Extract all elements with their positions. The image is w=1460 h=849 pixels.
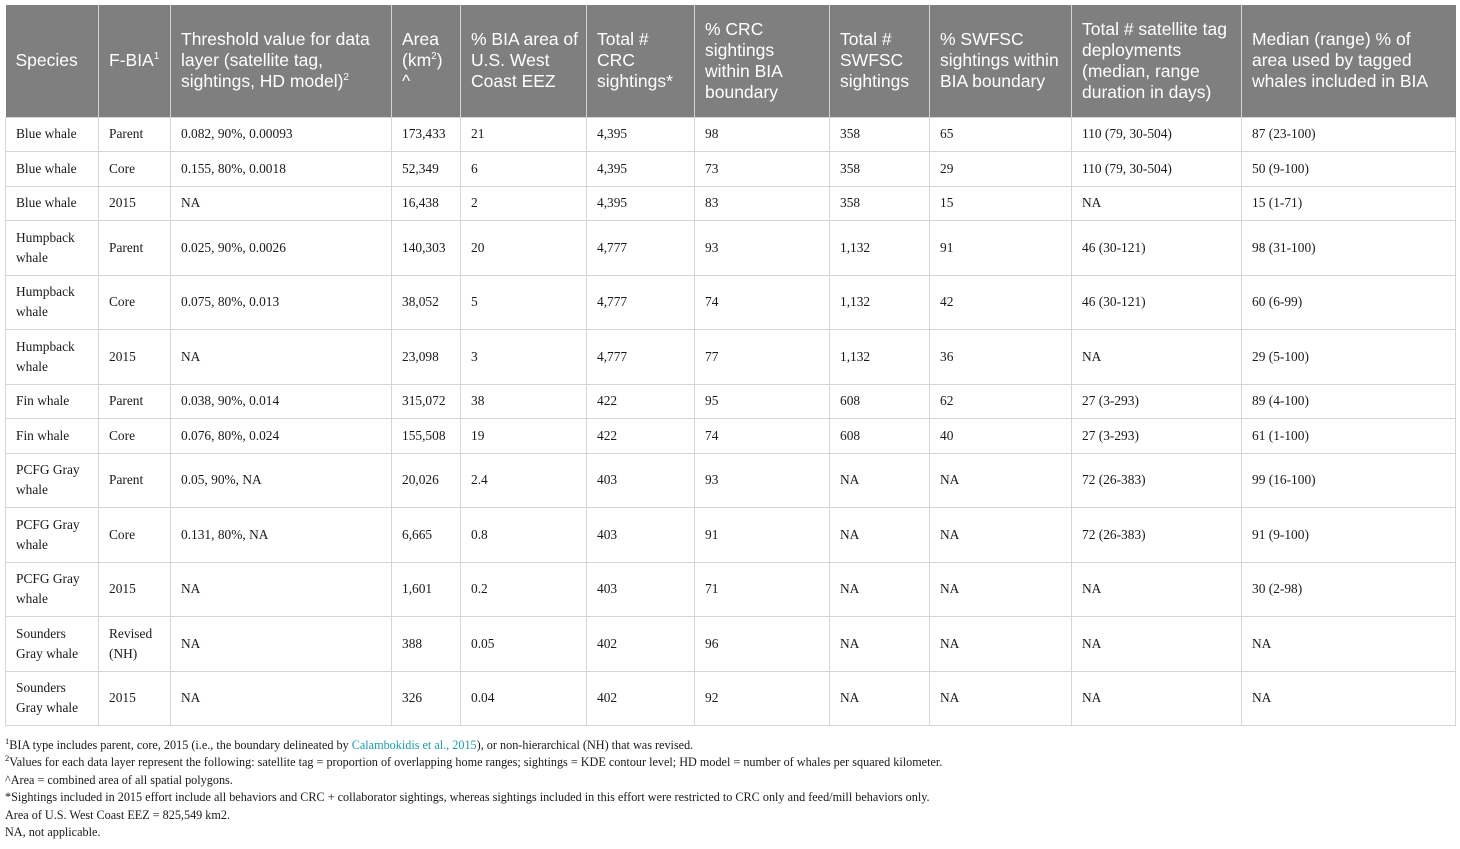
cell-total-crc: 402 [587, 671, 695, 726]
cell-pct-bia: 5 [461, 275, 587, 330]
cell-total-swfsc: NA [830, 453, 930, 508]
cell-fbia: Parent [99, 117, 171, 152]
cell-pct-swfsc: 15 [930, 186, 1072, 221]
cell-threshold: NA [171, 186, 392, 221]
cell-pct-crc: 83 [695, 186, 830, 221]
header-threshold: Threshold value for data layer (satellite tag, sightings, HD model)$^2$ [171, 5, 392, 117]
cell-total-tag: 46 (30-121) [1072, 221, 1242, 276]
cell-total-swfsc: NA [830, 508, 930, 563]
table-row [6, 617, 1456, 672]
cell-pct-bia: 19 [461, 419, 587, 454]
cell-fbia: 2015 [99, 330, 171, 385]
cell-median: 60 (6-99) [1242, 275, 1456, 330]
cell-total-tag: NA [1072, 186, 1242, 221]
cell-fbia: Core [99, 508, 171, 563]
cell-fbia: Parent [99, 453, 171, 508]
cell-total-tag: 27 (3-293) [1072, 419, 1242, 454]
cell-fbia: Parent [99, 221, 171, 276]
cell-median: 89 (4-100) [1242, 384, 1456, 419]
cell-median: 98 (31-100) [1242, 221, 1456, 276]
cell-pct-crc: 98 [695, 117, 830, 152]
cell-species: Blue whale [6, 117, 99, 152]
cell-total-crc: 403 [587, 508, 695, 563]
cell-total-swfsc: 608 [830, 384, 930, 419]
footnotes [5, 737, 1445, 841]
cell-threshold: NA [171, 671, 392, 726]
cell-total-crc: 4,395 [587, 152, 695, 187]
cell-threshold: NA [171, 330, 392, 385]
cell-pct-swfsc: NA [930, 508, 1072, 563]
cell-pct-bia: 3 [461, 330, 587, 385]
cell-total-crc: 4,777 [587, 330, 695, 385]
cell-area: 16,438 [392, 186, 461, 221]
cell-total-swfsc: 1,132 [830, 221, 930, 276]
cell-pct-bia: 0.04 [461, 671, 587, 726]
header-median: Median (range) % of area used by tagged whales included in BIA [1242, 5, 1456, 117]
cell-species: PCFG Gray whale [6, 453, 99, 508]
cell-total-swfsc: 358 [830, 117, 930, 152]
cell-threshold: 0.025, 90%, 0.0026 [171, 221, 392, 276]
cell-pct-bia: 6 [461, 152, 587, 187]
cell-pct-crc: 92 [695, 671, 830, 726]
cell-total-crc: 422 [587, 384, 695, 419]
cell-total-crc: 422 [587, 419, 695, 454]
cell-median: NA [1242, 671, 1456, 726]
footnote-2: $^2$Values for each data layer represent the following: satellite tag = proportion of overlapping home ranges; sightings = KDE contour level; HD model = number of whales per squared kilometer. [5, 753, 943, 770]
cell-area: 23,098 [392, 330, 461, 385]
cell-area: 315,072 [392, 384, 461, 419]
cell-species: Sounders Gray whale [6, 617, 99, 672]
cell-pct-swfsc: 40 [930, 419, 1072, 454]
cell-threshold: 0.131, 80%, NA [171, 508, 392, 563]
cell-total-swfsc: 1,132 [830, 330, 930, 385]
cell-fbia: Parent [99, 384, 171, 419]
cell-median: 99 (16-100) [1242, 453, 1456, 508]
cell-pct-swfsc: 91 [930, 221, 1072, 276]
header-total-crc: Total # CRC sightings* [587, 5, 695, 117]
header-fbia: F-BIA$^1$ [99, 5, 171, 117]
cell-median: NA [1242, 617, 1456, 672]
cell-species: Blue whale [6, 152, 99, 187]
cell-fbia: 2015 [99, 671, 171, 726]
cell-total-crc: 402 [587, 617, 695, 672]
cell-total-crc: 4,395 [587, 186, 695, 221]
cell-pct-crc: 77 [695, 330, 830, 385]
cell-threshold: 0.076, 80%, 0.024 [171, 419, 392, 454]
table-row [6, 453, 1456, 508]
cell-species: Fin whale [6, 419, 99, 454]
footnote-6: NA, not applicable. [5, 825, 101, 840]
cell-pct-crc: 91 [695, 508, 830, 563]
cell-total-swfsc: NA [830, 617, 930, 672]
cell-threshold: 0.038, 90%, 0.014 [171, 384, 392, 419]
table-row [6, 419, 1456, 454]
cell-total-tag: NA [1072, 330, 1242, 385]
cell-fbia: Core [99, 419, 171, 454]
cell-pct-crc: 71 [695, 562, 830, 617]
cell-pct-swfsc: NA [930, 671, 1072, 726]
cell-pct-crc: 73 [695, 152, 830, 187]
cell-species: PCFG Gray whale [6, 562, 99, 617]
cell-total-swfsc: NA [830, 671, 930, 726]
cell-total-tag: 110 (79, 30-504) [1072, 117, 1242, 152]
cell-total-crc: 403 [587, 562, 695, 617]
cell-area: 38,052 [392, 275, 461, 330]
table-row [6, 186, 1456, 221]
cell-pct-bia: 21 [461, 117, 587, 152]
cell-median: 91 (9-100) [1242, 508, 1456, 563]
cell-threshold: 0.155, 80%, 0.0018 [171, 152, 392, 187]
cell-total-swfsc: 608 [830, 419, 930, 454]
cell-total-crc: 403 [587, 453, 695, 508]
cell-pct-swfsc: 36 [930, 330, 1072, 385]
cell-pct-crc: 74 [695, 275, 830, 330]
header-total-swfsc: Total # SWFSC sightings [830, 5, 930, 117]
cell-pct-swfsc: NA [930, 453, 1072, 508]
cell-area: 388 [392, 617, 461, 672]
cell-area: 1,601 [392, 562, 461, 617]
cell-species: Sounders Gray whale [6, 671, 99, 726]
cell-total-swfsc: NA [830, 562, 930, 617]
cell-total-tag: 110 (79, 30-504) [1072, 152, 1242, 187]
table-row [6, 671, 1456, 726]
cell-area: 6,665 [392, 508, 461, 563]
cell-total-swfsc: 1,132 [830, 275, 930, 330]
cell-fbia: Revised (NH) [99, 617, 171, 672]
cell-total-tag: NA [1072, 617, 1242, 672]
cell-total-tag: 46 (30-121) [1072, 275, 1242, 330]
footnote-1: $^1$BIA type includes parent, core, 2015 (i.e., the boundary delineated by Calambokidis et al., 2015), or non-hierarchical (NH) that was revised. [5, 735, 694, 752]
table-row [6, 275, 1456, 330]
cell-pct-bia: 2.4 [461, 453, 587, 508]
cell-total-tag: 72 (26-383) [1072, 453, 1242, 508]
cell-species: Humpback whale [6, 275, 99, 330]
cell-area: 326 [392, 671, 461, 726]
cell-median: 87 (23-100) [1242, 117, 1456, 152]
cell-fbia: Core [99, 275, 171, 330]
cell-fbia: 2015 [99, 186, 171, 221]
cell-threshold: 0.082, 90%, 0.00093 [171, 117, 392, 152]
cell-species: Fin whale [6, 384, 99, 419]
cell-pct-crc: 93 [695, 221, 830, 276]
cell-pct-crc: 74 [695, 419, 830, 454]
header-pct-bia: % BIA area of U.S. West Coast EEZ [461, 5, 587, 117]
header-area: Area $(km^2)$ ^ [392, 5, 461, 117]
cell-pct-crc: 95 [695, 384, 830, 419]
table-row [6, 221, 1456, 276]
cell-area: 140,303 [392, 221, 461, 276]
cell-median: 29 (5-100) [1242, 330, 1456, 385]
bia-table [5, 5, 1456, 726]
cell-species: Humpback whale [6, 221, 99, 276]
cell-pct-swfsc: 29 [930, 152, 1072, 187]
cell-total-tag: 72 (26-383) [1072, 508, 1242, 563]
cell-pct-bia: 2 [461, 186, 587, 221]
cell-median: 61 (1-100) [1242, 419, 1456, 454]
cell-fbia: Core [99, 152, 171, 187]
table-row [6, 562, 1456, 617]
footnote-3: ^Area = combined area of all spatial polygons. [5, 772, 233, 787]
cell-pct-crc: 93 [695, 453, 830, 508]
table-row [6, 330, 1456, 385]
cell-pct-bia: 0.8 [461, 508, 587, 563]
table-container [5, 5, 1455, 726]
header-species: Species [6, 5, 99, 117]
cell-total-tag: NA [1072, 671, 1242, 726]
footnote-4: *Sightings included in 2015 effort include all behaviors and CRC + collaborator sightings, whereas sightings included in this effort were restricted to CRC only and feed/mill behaviors only. [5, 790, 930, 805]
cell-median: 50 (9-100) [1242, 152, 1456, 187]
header-total-tag: Total # satellite tag deployments (median, range duration in days) [1072, 5, 1242, 117]
cell-pct-bia: 20 [461, 221, 587, 276]
cell-pct-crc: 96 [695, 617, 830, 672]
header-pct-crc: % CRC sightings within BIA boundary [695, 5, 830, 117]
cell-area: 155,508 [392, 419, 461, 454]
cell-pct-swfsc: 62 [930, 384, 1072, 419]
cell-total-crc: 4,777 [587, 221, 695, 276]
cell-pct-swfsc: 65 [930, 117, 1072, 152]
citation-link[interactable]: Calambokidis et al., 2015 [351, 738, 477, 752]
cell-threshold: 0.05, 90%, NA [171, 453, 392, 508]
cell-threshold: NA [171, 617, 392, 672]
cell-total-swfsc: 358 [830, 186, 930, 221]
cell-threshold: NA [171, 562, 392, 617]
cell-median: 15 (1-71) [1242, 186, 1456, 221]
cell-threshold: 0.075, 80%, 0.013 [171, 275, 392, 330]
table-row [6, 508, 1456, 563]
cell-pct-swfsc: 42 [930, 275, 1072, 330]
cell-pct-bia: 0.05 [461, 617, 587, 672]
cell-species: Blue whale [6, 186, 99, 221]
table-row [6, 384, 1456, 419]
cell-species: Humpback whale [6, 330, 99, 385]
cell-fbia: 2015 [99, 562, 171, 617]
cell-pct-bia: 0.2 [461, 562, 587, 617]
table-row [6, 117, 1456, 152]
cell-pct-bia: 38 [461, 384, 587, 419]
header-row [6, 5, 1456, 117]
cell-area: 173,433 [392, 117, 461, 152]
footnote-5: Area of U.S. West Coast EEZ = 825,549 km2. [5, 807, 231, 822]
cell-area: 52,349 [392, 152, 461, 187]
cell-total-crc: 4,395 [587, 117, 695, 152]
cell-total-swfsc: 358 [830, 152, 930, 187]
cell-pct-swfsc: NA [930, 617, 1072, 672]
cell-median: 30 (2-98) [1242, 562, 1456, 617]
cell-pct-swfsc: NA [930, 562, 1072, 617]
cell-area: 20,026 [392, 453, 461, 508]
table-row [6, 152, 1456, 187]
cell-species: PCFG Gray whale [6, 508, 99, 563]
header-pct-swfsc: % SWFSC sightings within BIA boundary [930, 5, 1072, 117]
cell-total-tag: NA [1072, 562, 1242, 617]
cell-total-crc: 4,777 [587, 275, 695, 330]
cell-total-tag: 27 (3-293) [1072, 384, 1242, 419]
